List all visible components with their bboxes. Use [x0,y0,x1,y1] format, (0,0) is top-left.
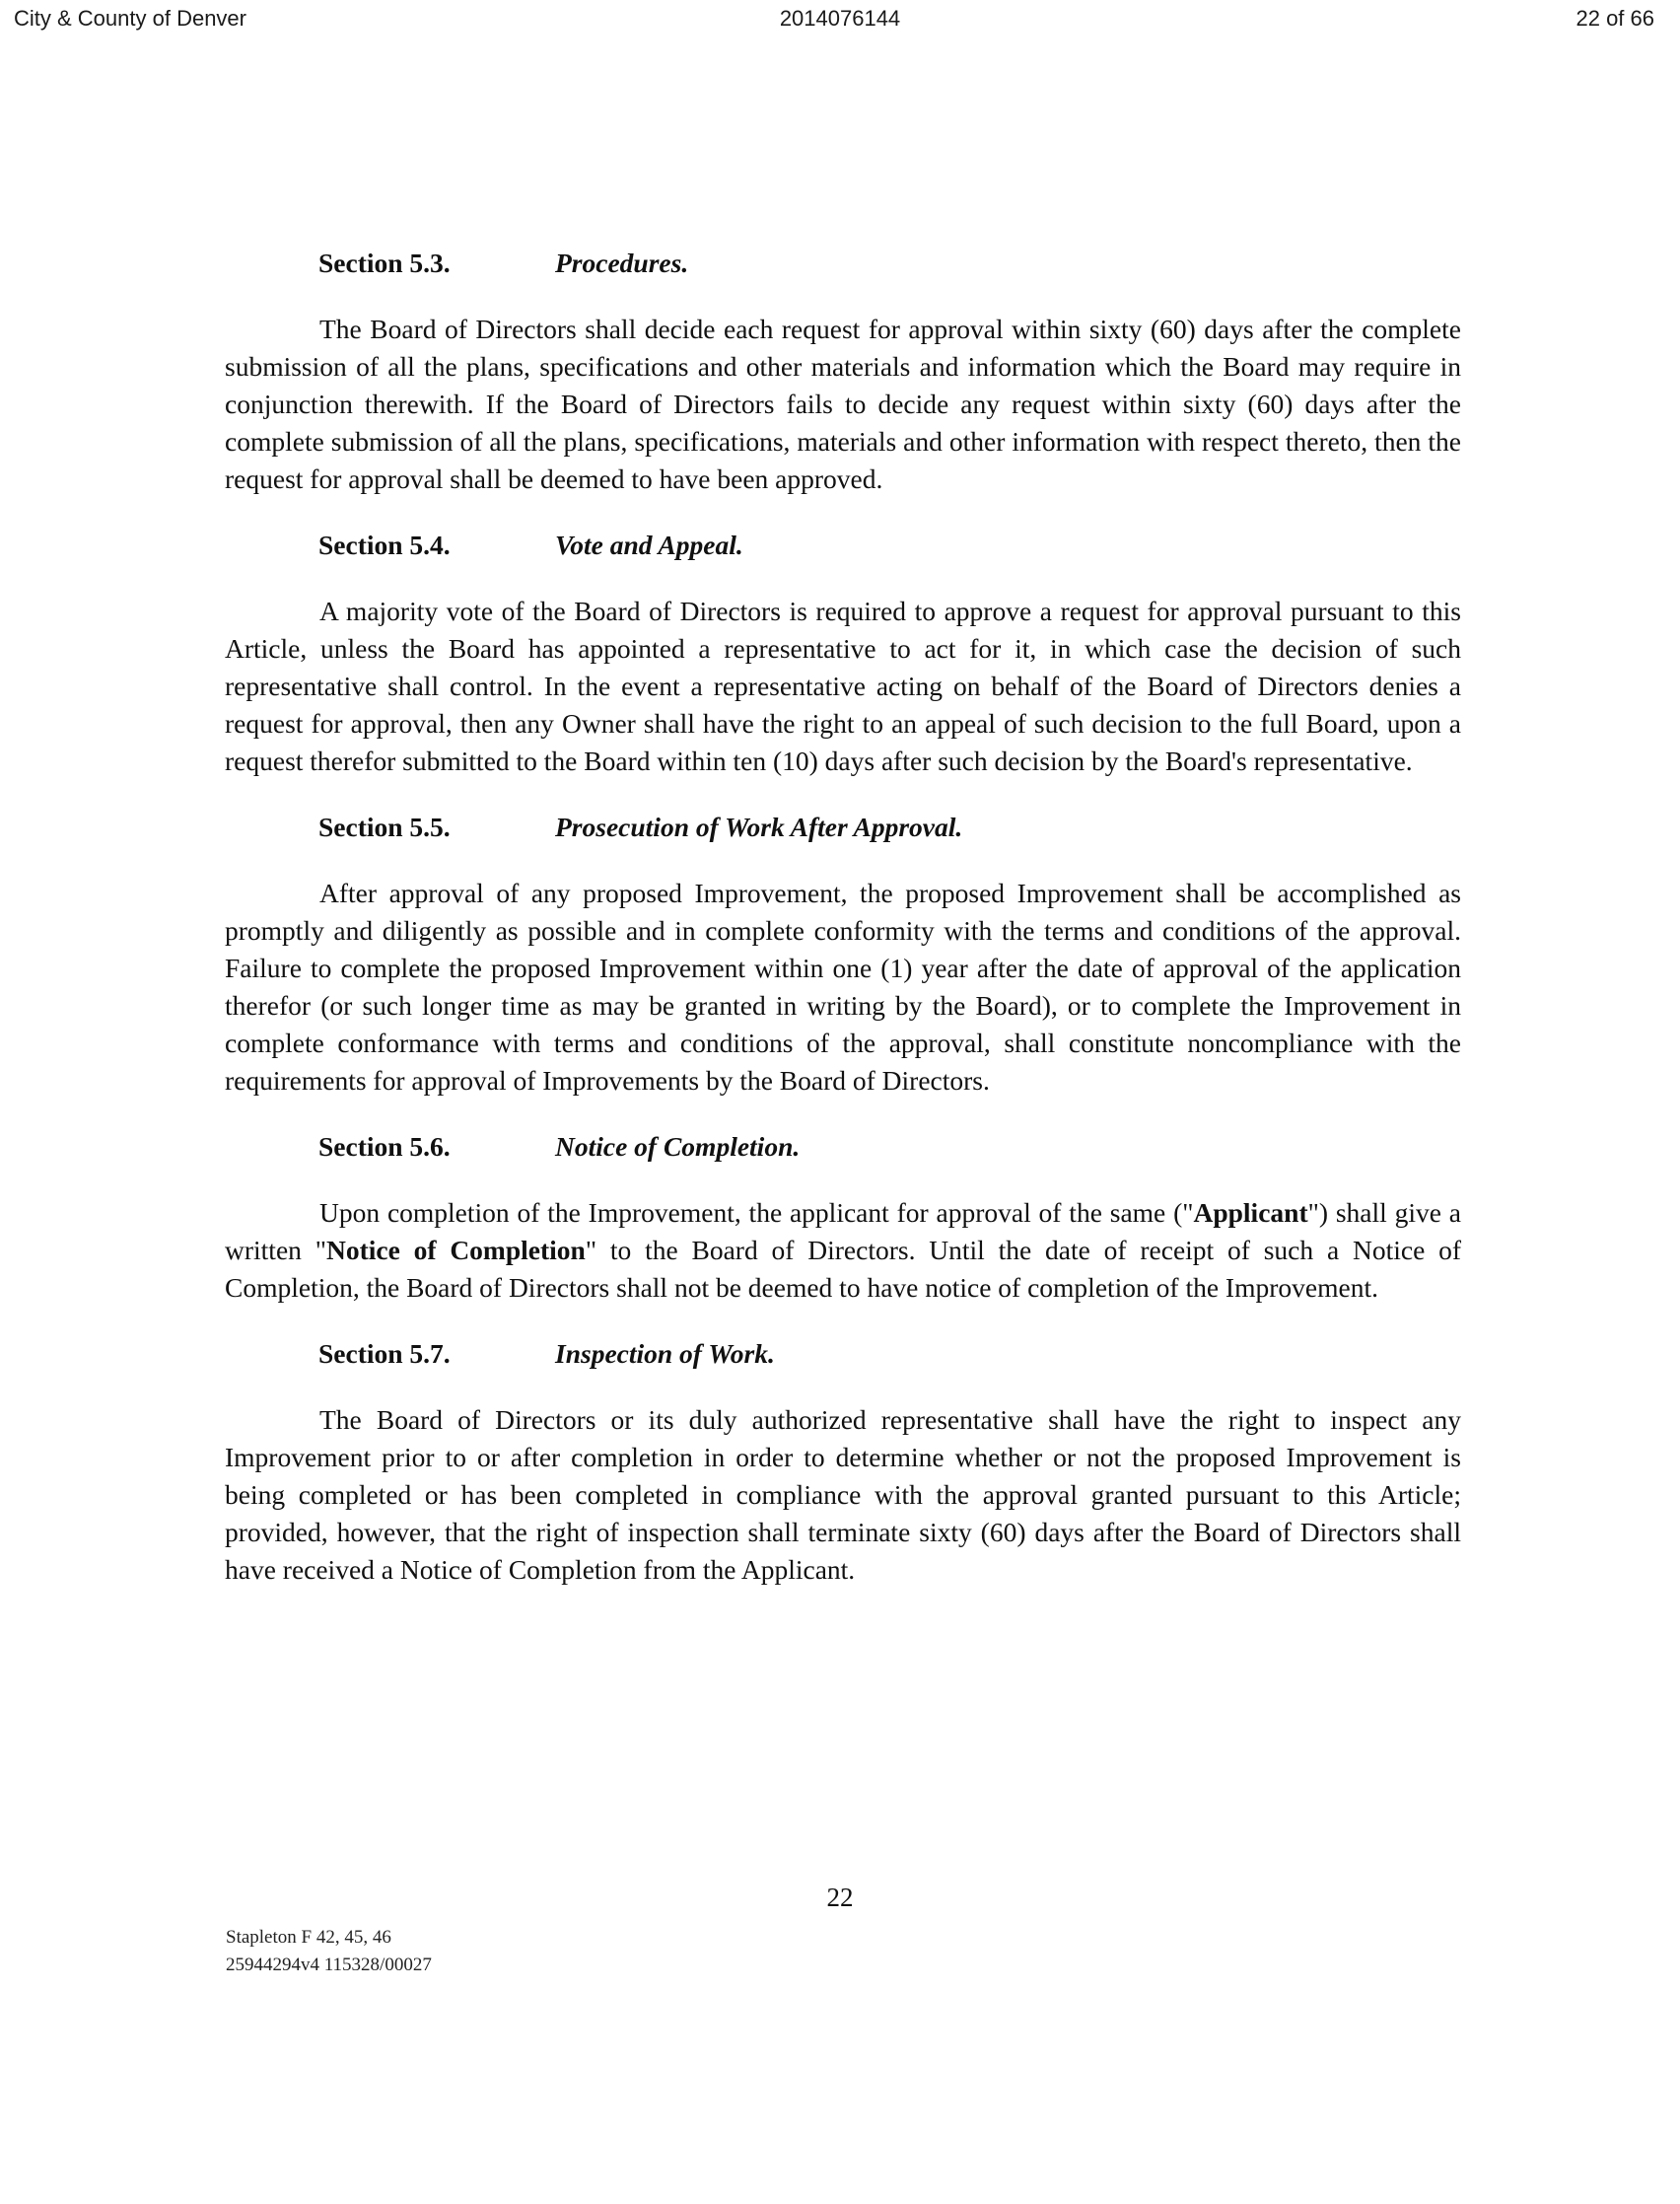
section-title: Inspection of Work. [555,1338,775,1369]
section-5-3-paragraph: The Board of Directors shall decide each request for approval within sixty (60) days after the complete submission of all the plans, specifications and other materials and information which the Board may require in conjunction therewith. If the Board of Directors fails to decide any request within sixty (60) days after the complete submission of all the plans, specifications, materials and other information with respect thereto, then the request for approval shall be deemed to have been approved. [225,314,1461,494]
section-number: Section 5.6. [318,1131,451,1162]
section-5-7-heading [225,1335,1461,1373]
section-5-5-paragraph: After approval of any proposed Improvement, the proposed Improvement shall be accomplished as promptly and diligently as possible and in complete conformity with the terms and conditions of the approval. Failure to complete the proposed Improvement within one (1) year after the date of approval of the application therefor (or such longer time as may be granted in writing by the Board), or to complete the Improvement in complete conformance with terms and conditions of the approval, shall constitute noncompliance with the requirements for approval of Improvements by the Board of Directors. [225,878,1461,1096]
section-number: Section 5.5. [318,812,451,842]
recording-county-label: City & County of Denver [14,6,246,31]
document-body [225,245,1461,1617]
section-title: Notice of Completion. [555,1131,801,1162]
section-title: Vote and Appeal. [555,530,743,560]
section-5-3-heading [225,245,1461,282]
footer-document-id: 25944294v4 115328/00027 [226,1955,432,1975]
document-footer [226,1924,432,1979]
paragraph-text: ") shall give a written " [225,1197,1461,1265]
section-5-6-paragraph [225,1194,1461,1307]
paragraph-text: Upon completion of the Improvement, the applicant for approval of the same (" [319,1197,1194,1228]
section-number: Section 5.4. [318,530,451,560]
recording-number: 2014076144 [779,6,901,31]
section-5-7-paragraph: The Board of Directors or its duly authorized representative shall have the right to inspect any Improvement prior to or after completion in order to determine whether or not the proposed Improvement is being completed or has been completed in compliance with the approval granted pursuant to this Article; provided, however, that the right of inspection shall terminate sixty (60) days after the Board of Directors shall have received a Notice of Completion from the Applicant. [225,1404,1461,1585]
section-5-4-heading [225,527,1461,564]
section-5-4-paragraph: A majority vote of the Board of Directors is required to approve a request for approval pursuant to this Article, unless the Board has appointed a representative to act for it, in which case the decision of such representative shall control. In the event a representative acting on behalf of the Board of Directors denies a request for approval, then any Owner shall have the right to an appeal of such decision to the full Board, upon a request therefor submitted to the Board within ten (10) days after such decision by the Board's representative. [225,596,1461,776]
defined-term-applicant: Applicant [1193,1197,1308,1228]
section-5-5-heading [225,809,1461,846]
section-number: Section 5.7. [318,1338,451,1369]
section-5-6-heading [225,1128,1461,1166]
footer-project-reference: Stapleton F 42, 45, 46 [226,1927,391,1948]
paragraph-text: " to the Board of Directors. Until the date of receipt of such a Notice of Completion, the Board of Directors shall not be deemed to have notice of completion of the Improvement. [225,1235,1462,1303]
section-title: Prosecution of Work After Approval. [555,812,963,842]
section-number: Section 5.3. [318,248,451,278]
page-count: 22 of 66 [1575,6,1654,31]
page-number: 22 [826,1883,854,1912]
defined-term-notice-of-completion: Notice of Completion [325,1235,586,1265]
section-title: Procedures. [555,248,689,278]
